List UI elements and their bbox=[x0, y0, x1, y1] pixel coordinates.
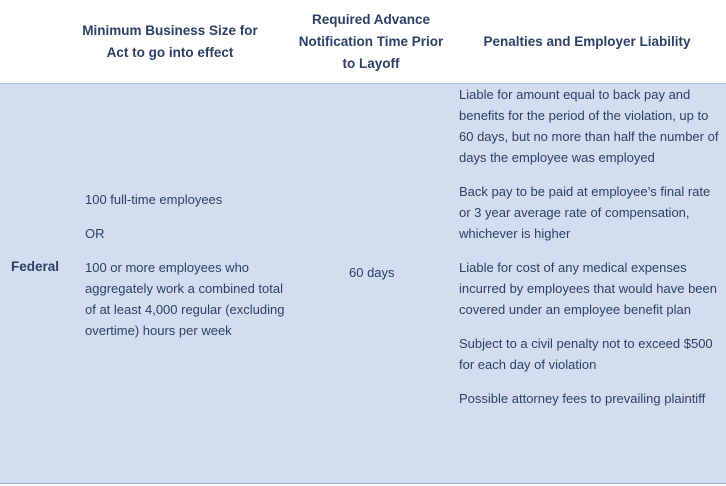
header-advance-notification: Required Advance Notification Time Prior to Layoff bbox=[298, 12, 444, 71]
row-label: Federal bbox=[11, 259, 60, 274]
table-row-federal bbox=[0, 84, 726, 484]
table-header-row bbox=[0, 0, 726, 84]
penalty-item: Possible attorney fees to prevailing plaintiff bbox=[459, 391, 706, 406]
business-size-line: OR bbox=[85, 226, 105, 241]
penalty-item: Liable for amount equal to back pay and benefits for the period of the violation, up to 60 days, but no more than half the number of days the employee was employed bbox=[459, 87, 719, 165]
header-penalties: Penalties and Employer Liability bbox=[483, 34, 691, 49]
header-min-business-size: Minimum Business Size for Act to go into effect bbox=[82, 23, 258, 60]
penalty-item: Back pay to be paid at employee’s final rate or 3 year average rate of compensation, whichever is higher bbox=[459, 184, 711, 241]
penalty-item: Liable for cost of any medical expenses incurred by employees that would have been covered under an employee benefit plan bbox=[459, 260, 717, 317]
business-size-line: 100 or more employees who aggregately work a combined total of at least 4,000 regular (excluding overtime) hours per week bbox=[85, 260, 285, 338]
cell-penalties bbox=[459, 84, 721, 422]
cell-notification-time: 60 days bbox=[349, 265, 395, 280]
cell-business-size bbox=[85, 189, 295, 354]
penalty-item: Subject to a civil penalty not to exceed $500 for each day of violation bbox=[459, 336, 713, 372]
business-size-line: 100 full-time employees bbox=[85, 192, 223, 207]
